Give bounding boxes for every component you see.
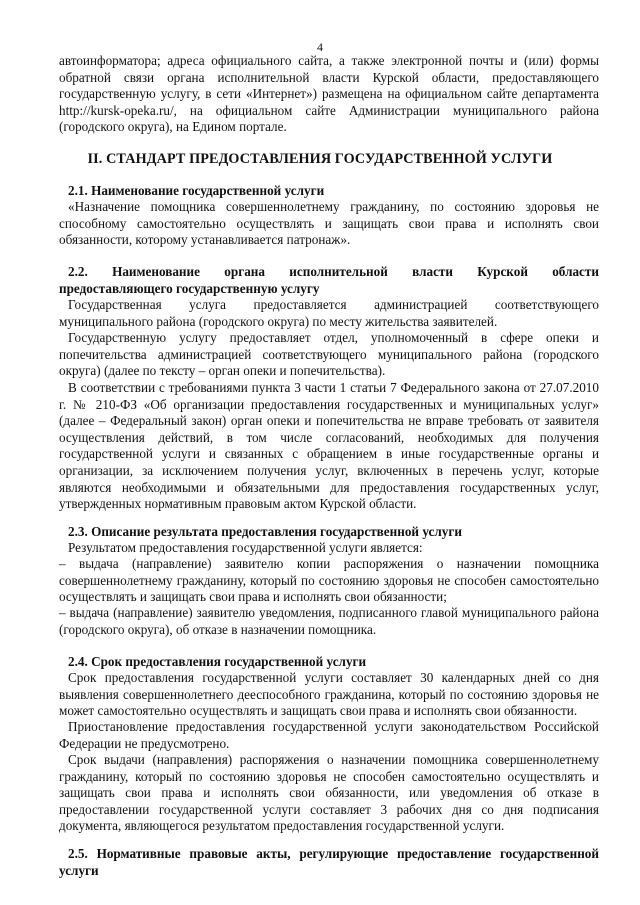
paragraph-2-3-3: – выдача (направление) заявителю уведомления, подписанного главой муниципального района (городского округа), об отказе в назначении помощника. bbox=[59, 605, 599, 637]
paragraph-2-2-2: Государственную услугу предоставляет отдел, уполномоченный в сфере опеки и попечительства администрацией соответствующего муниципального района (городского округа) (далее по тексту – орган опеки и попечительства). bbox=[59, 330, 599, 379]
paragraph-2-3-1: Результатом предоставления государственной услуги является: bbox=[68, 540, 423, 555]
heading-2-2-line1: 2.2. Наименование органа исполнительной власти Курской области bbox=[68, 264, 599, 279]
paragraph-2-4-3: Срок выдачи (направления) распоряжения о назначении помощника совершеннолетнему гражданину, который по состоянию здоровья не способен самостоятельно осуществлять и защищать свои права и исполнять свои обязанности, или уведомления об отказе в предоставлении государственной услуги составляет 3 рабочих дня со дня подписания документа, являющегося результатом предоставления государственной услуги. bbox=[59, 752, 599, 834]
page-number: 4 bbox=[317, 40, 323, 54]
intro-paragraph: автоинформатора; адреса официального сайта, а также электронной почты и (или) формы обратной связи органа исполнительной власти Курской области, предоставляющего государственную услугу, в сети «Интернет») размещена на официальном сайте департамента http://kursk-opeka.ru/, на официальном сайте Администрации муниципального района (городского округа), на Едином портале. bbox=[59, 53, 599, 135]
paragraph-2-1: «Назначение помощника совершеннолетнему гражданину, по состоянию здоровья не способному самостоятельно осуществлять и защищать свои права и исполнять свои обязанности, которому устанавливается патронаж». bbox=[59, 199, 599, 248]
heading-2-5 bbox=[59, 846, 599, 879]
heading-2-1: 2.1. Наименование государственной услуги bbox=[68, 183, 325, 198]
paragraph-2-2-1: Государственная услуга предоставляется администрацией соответствующего муниципального района (городского округа) по месту жительства заявителей. bbox=[59, 297, 599, 329]
section-title: II. СТАНДАРТ ПРЕДОСТАВЛЕНИЯ ГОСУДАРСТВЕННОЙ УСЛУГИ bbox=[87, 151, 553, 167]
heading-2-2-line2: предоставляющего государственную услугу bbox=[59, 280, 320, 296]
paragraph-2-4-1: Срок предоставления государственной услуги составляет 30 календарных дней со дня выявления совершеннолетнего дееспособного гражданина, который по состоянию здоровья не может самостоятельно осуществлять и защищать свои права и исполнять свои обязанности. bbox=[59, 670, 599, 719]
paragraph-2-4-2: Приостановление предоставления государственной услуги законодательством Российской Федерации не предусмотрено. bbox=[59, 719, 599, 751]
paragraph-2-3-2: – выдача (направление) заявителю копии распоряжения о назначении помощника совершеннолетнему гражданину, который по состоянию здоровья не способен самостоятельно осуществлять и защищать свои права и исполнять свои обязанности; bbox=[59, 556, 599, 605]
paragraph-2-2-3: В соответствии с требованиями пункта 3 части 1 статьи 7 Федерального закона от 27.07.2010 г. № 210-ФЗ «Об организации предоставления государственных и муниципальных услуг» (далее – Федеральный закон) орган опеки и попечительства не вправе требовать от заявителя осуществления действий, в том числе согласований, необходимых для получения государственной услуги и связанных с обращением в иные государственные органы и организации, за исключением получения услуг, включенных в перечень услуг, которые являются необходимыми и обязательными для предоставления государственных услуг, утвержденных нормативным правовым актом Курской области. bbox=[59, 380, 599, 512]
heading-2-5-text: 2.5. Нормативные правовые акты, регулирующие предоставление государственной услуги bbox=[59, 846, 599, 878]
heading-2-2 bbox=[59, 264, 599, 297]
heading-2-4: 2.4. Срок предоставления государственной услуги bbox=[68, 654, 367, 669]
heading-2-3: 2.3. Описание результата предоставления государственной услуги bbox=[68, 524, 462, 539]
